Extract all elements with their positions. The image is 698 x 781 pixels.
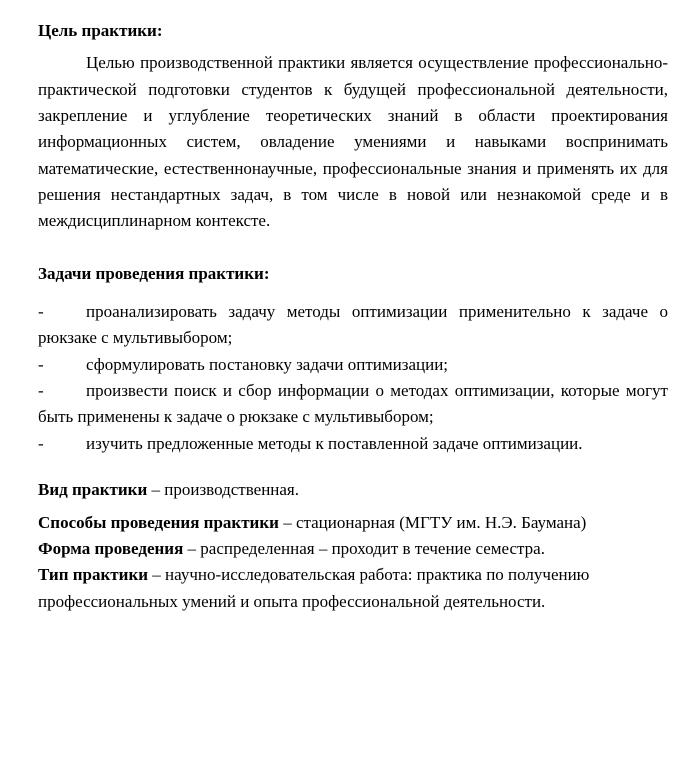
info-label: Способы проведения практики [38, 512, 279, 532]
info-value: – производственная. [147, 480, 300, 500]
task-bullet: - [38, 381, 44, 401]
task-bullet: - [38, 302, 44, 322]
info-value: – стационарная (МГТУ им. Н.Э. Баумана) [278, 512, 587, 532]
spacer-after-tasks [38, 457, 668, 477]
info-label: Тип практики [38, 565, 149, 585]
task-text: произвести поиск и сбор информации о методах оптимизации, которые могут быть применены к задаче о рюкзаке с мультивыбором; [38, 381, 668, 427]
spacer-after-goal [38, 235, 668, 261]
info-value: – научно-исследовательская работа: практика по получению профессиональных умений и опыта профессиональной деятельности. [38, 565, 590, 611]
info-section [38, 477, 668, 615]
info-label: Вид практики [38, 480, 148, 500]
task-list-item [38, 299, 668, 352]
info-value: – распределенная – проходит в течение семестра. [183, 538, 545, 558]
info-label: Форма проведения [38, 538, 184, 558]
task-list-item [38, 352, 668, 378]
tasks-section [38, 261, 668, 457]
task-list-item [38, 431, 668, 457]
task-bullet: - [38, 354, 44, 374]
task-text: изучить предложенные методы к поставленной задаче оптимизации. [86, 433, 583, 453]
goal-section [38, 18, 668, 235]
info-line [38, 510, 668, 536]
task-text: сформулировать постановку задачи оптимизации; [86, 354, 449, 374]
tasks-heading: Задачи проведения практики: [38, 263, 270, 283]
task-text: проанализировать задачу методы оптимизации применительно к задаче о рюкзаке с мультивыбором; [38, 302, 668, 348]
info-line [38, 536, 668, 562]
goal-paragraph: Целью производственной практики является осуществление профессионально-практической подготовки студентов к будущей профессиональной деятельности, закрепление и углубление теоретических знаний в области проектирования информационных систем, овладение умениями и навыками воспринимать математические, естественнонаучные, профессиональные знания и применять их для решения нестандартных задач, в том числе в новой или незнакомой среде и в междисциплинарном контексте. [38, 53, 668, 231]
task-bullet: - [38, 433, 44, 453]
goal-heading: Цель практики: [38, 21, 163, 40]
info-line [38, 477, 668, 503]
task-list-item [38, 378, 668, 431]
info-line [38, 562, 668, 615]
